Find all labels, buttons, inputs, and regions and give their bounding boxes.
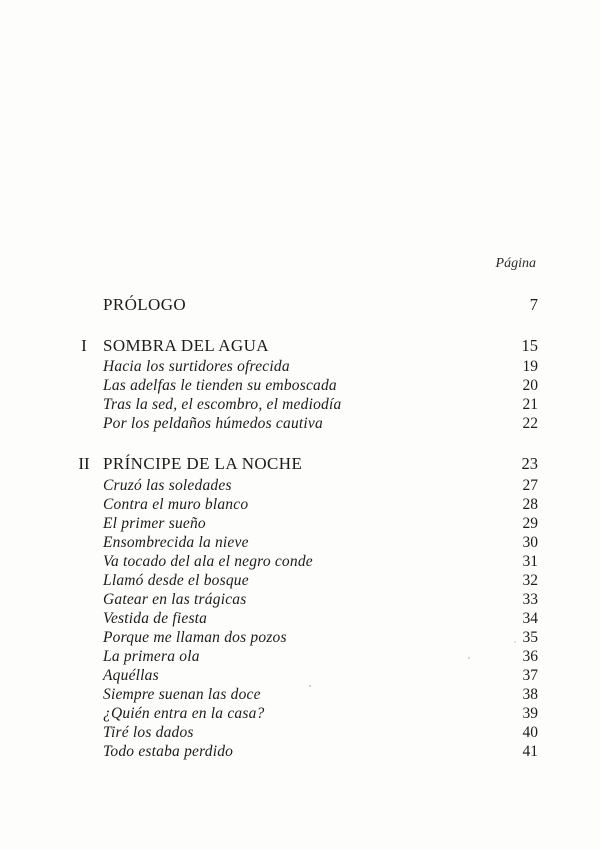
toc-entry-row: [0, 377, 600, 397]
toc-entry-row: [0, 515, 600, 535]
entry-page: 19: [522, 358, 538, 375]
entry-title: Cruzó las soledades: [103, 477, 232, 494]
entry-title: Tiré los dados: [103, 724, 194, 741]
entry-title: Vestida de fiesta: [103, 610, 208, 627]
section-page: 15: [521, 336, 538, 355]
entry-page: 38: [522, 686, 538, 703]
toc-section-row: [0, 336, 600, 356]
entry-page: 35: [522, 629, 538, 646]
toc-entry-row: [0, 724, 600, 744]
entry-title: Llamó desde el bosque: [103, 572, 249, 589]
print-speck: [309, 685, 311, 687]
entry-page: 30: [522, 534, 538, 551]
toc-entry-row: [0, 477, 600, 497]
toc-entry-row: [0, 553, 600, 573]
toc-entry-row: [0, 358, 600, 378]
entry-title: Contra el muro blanco: [103, 496, 249, 513]
entry-title: Por los peldaños húmedos cautiva: [103, 415, 323, 432]
toc-entry-row: [0, 705, 600, 725]
entry-page: 21: [522, 396, 538, 413]
entry-page: 37: [522, 667, 538, 684]
toc-entry-row: [0, 415, 600, 435]
section-numeral: II: [78, 454, 90, 473]
print-speck: [468, 657, 470, 659]
entry-page: 41: [522, 743, 538, 760]
section-page: 23: [521, 454, 538, 473]
entry-page: 34: [522, 610, 538, 627]
entry-title: Aquéllas: [103, 667, 159, 684]
toc-prologue-page: 7: [529, 295, 538, 314]
toc-entry-row: [0, 686, 600, 706]
entry-title: ¿Quién entra en la casa?: [103, 705, 265, 722]
entry-title: Todo estaba perdido: [103, 743, 234, 760]
print-speck: [514, 641, 516, 643]
section-title: SOMBRA DEL AGUA: [103, 336, 269, 355]
toc-entry-row: [0, 591, 600, 611]
toc-entry-row: [0, 743, 600, 763]
entry-title: Va tocado del ala el negro conde: [103, 553, 313, 570]
section-title: PRÍNCIPE DE LA NOCHE: [103, 454, 303, 473]
toc-entry-row: [0, 648, 600, 668]
entry-page: 36: [522, 648, 538, 665]
toc-prologue-row: [0, 295, 600, 315]
toc-entry-row: [0, 534, 600, 554]
entry-title: El primer sueño: [103, 515, 206, 532]
entry-page: 27: [522, 477, 538, 494]
entry-page: 31: [522, 553, 538, 570]
entry-title: Siempre suenan las doce: [103, 686, 261, 703]
toc-prologue-title: PRÓLOGO: [103, 295, 187, 314]
toc-entry-row: [0, 396, 600, 416]
toc-entry-row: [0, 572, 600, 592]
entry-title: Ensombrecida la nieve: [103, 534, 249, 551]
toc-entry-row: [0, 496, 600, 516]
entry-title: Tras la sed, el escombro, el mediodía: [103, 396, 342, 413]
entry-page: 28: [522, 496, 538, 513]
toc-section-row: [0, 454, 600, 474]
entry-page: 33: [522, 591, 538, 608]
section-numeral: I: [81, 336, 87, 355]
entry-page: 22: [522, 415, 538, 432]
toc-entry-row: [0, 610, 600, 630]
toc-entry-row: [0, 667, 600, 687]
page-column-header: Página: [495, 256, 536, 271]
entry-title: Gatear en las trágicas: [103, 591, 247, 608]
toc-entry-row: [0, 629, 600, 649]
entry-page: 39: [522, 705, 538, 722]
entry-title: Las adelfas le tienden su emboscada: [103, 377, 337, 394]
entry-title: Porque me llaman dos pozos: [103, 629, 287, 646]
entry-title: Hacia los surtidores ofrecida: [103, 358, 290, 375]
entry-page: 20: [522, 377, 538, 394]
entry-page: 29: [522, 515, 538, 532]
entry-title: La primera ola: [103, 648, 200, 665]
entry-page: 40: [522, 724, 538, 741]
entry-page: 32: [522, 572, 538, 589]
